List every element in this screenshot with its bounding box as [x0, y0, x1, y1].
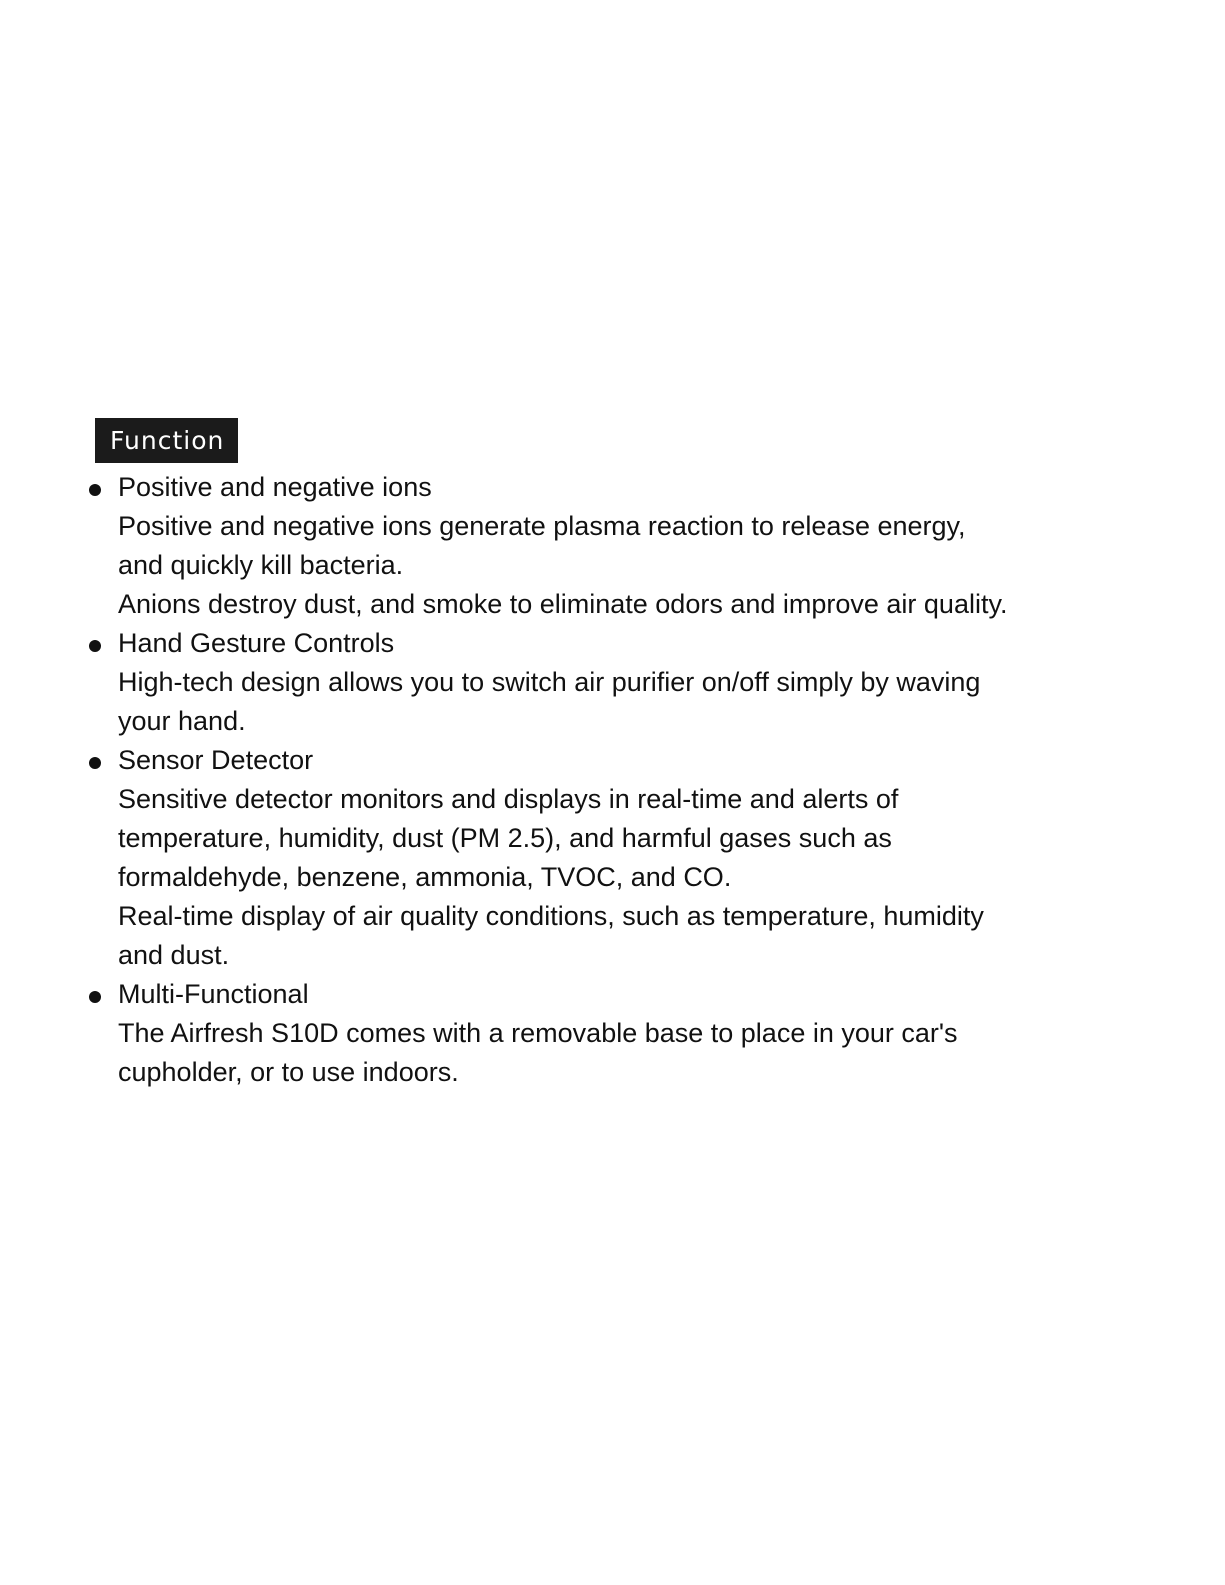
feature-description-line: Sensitive detector monitors and displays in real-time and alerts of [118, 784, 899, 814]
feature-heading [87, 624, 1187, 663]
feature-description-line: and dust. [118, 940, 230, 970]
feature-heading [87, 468, 1187, 507]
feature-heading [87, 741, 1187, 780]
feature-description-line: Anions destroy dust, and smoke to eliminate odors and improve air quality. [118, 589, 1008, 619]
feature-item-sensor [87, 741, 1187, 975]
feature-item-multifunctional [87, 975, 1187, 1092]
feature-description-line: formaldehyde, benzene, ammonia, TVOC, and CO. [118, 862, 732, 892]
feature-heading [87, 975, 1187, 1014]
feature-heading-text: Positive and negative ions [118, 472, 432, 502]
feature-description-line: High-tech design allows you to switch air purifier on/off simply by waving [118, 667, 981, 697]
feature-heading-text: Hand Gesture Controls [118, 628, 395, 658]
feature-description-line: and quickly kill bacteria. [118, 550, 404, 580]
bullet-icon [89, 484, 101, 496]
feature-description-line: Real-time display of air quality conditions, such as temperature, humidity [118, 901, 984, 931]
feature-heading-text: Multi-Functional [118, 979, 309, 1009]
feature-description-line: The Airfresh S10D comes with a removable base to place in your car's [118, 1018, 958, 1048]
function-list [87, 468, 1187, 1092]
feature-item-gesture [87, 624, 1187, 741]
feature-description-line: your hand. [118, 706, 246, 736]
feature-description-line: cupholder, or to use indoors. [118, 1057, 459, 1087]
feature-heading-text: Sensor Detector [118, 745, 314, 775]
section-title-badge: Function [95, 418, 238, 463]
feature-description-line: Positive and negative ions generate plasma reaction to release energy, [118, 511, 966, 541]
feature-item-ions [87, 468, 1187, 624]
feature-description-line: temperature, humidity, dust (PM 2.5), and harmful gases such as [118, 823, 892, 853]
bullet-icon [89, 991, 101, 1003]
bullet-icon [89, 640, 101, 652]
bullet-icon [89, 757, 101, 769]
